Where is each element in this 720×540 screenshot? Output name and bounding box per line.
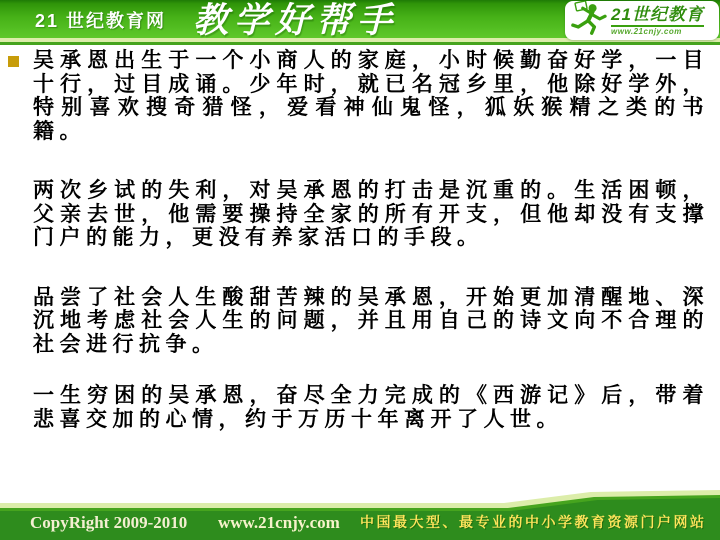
logo-box [565, 1, 719, 40]
content [0, 44, 720, 467]
paragraph-biography-2 [33, 179, 709, 250]
paragraph-biography-1 [33, 49, 709, 143]
running-person-icon [569, 1, 609, 40]
footer [0, 485, 720, 540]
paragraph-text: 一生穷困的吴承恩，奋尽全力完成的《西游记》后，带着悲喜交加的心情，约于万历十年离开了人世。 [33, 384, 709, 431]
logo-brand: 21世纪教育 [611, 4, 704, 24]
copyright-text: CopyRight 2009-2010 [30, 513, 188, 532]
logo-text [611, 6, 704, 36]
slogan-calligraphy: 教学好帮手 [193, 0, 399, 41]
paragraph-text: 品尝了社会人生酸甜苦辣的吴承恩，开始更加清醒地、深沉地考虑社会人生的问题，并且用自己的诗文向不合理的社会进行抗争。 [33, 285, 709, 356]
paragraph-text: 两次乡试的失利，对吴承恩的打击是沉重的。生活困顿，父亲去世，他需要操持全家的所有开支，但他却没有支撑门户的能力，更没有养家活口的手段。 [33, 179, 709, 249]
paragraph-biography-4 [33, 384, 709, 431]
logo-url: www.21cnjy.com [611, 25, 704, 36]
bullet-square-icon [8, 56, 19, 67]
footer-tagline: 中国最大型、最专业的中小学教育资源门户网站 [360, 516, 707, 531]
site-name: 21 世纪教育网 [35, 11, 167, 31]
paragraph-biography-3 [33, 286, 709, 357]
paragraph-text: 吴承恩出生于一个小商人的家庭，小时候勤奋好学，一目十行，过目成诵。少年时，就已名冠乡里，他除好学外，特别喜欢搜奇猎怪，爱看神仙鬼怪，狐妖猴精之类的书籍。 [33, 49, 709, 143]
footer-url: www.21cnjy.com [218, 513, 340, 532]
